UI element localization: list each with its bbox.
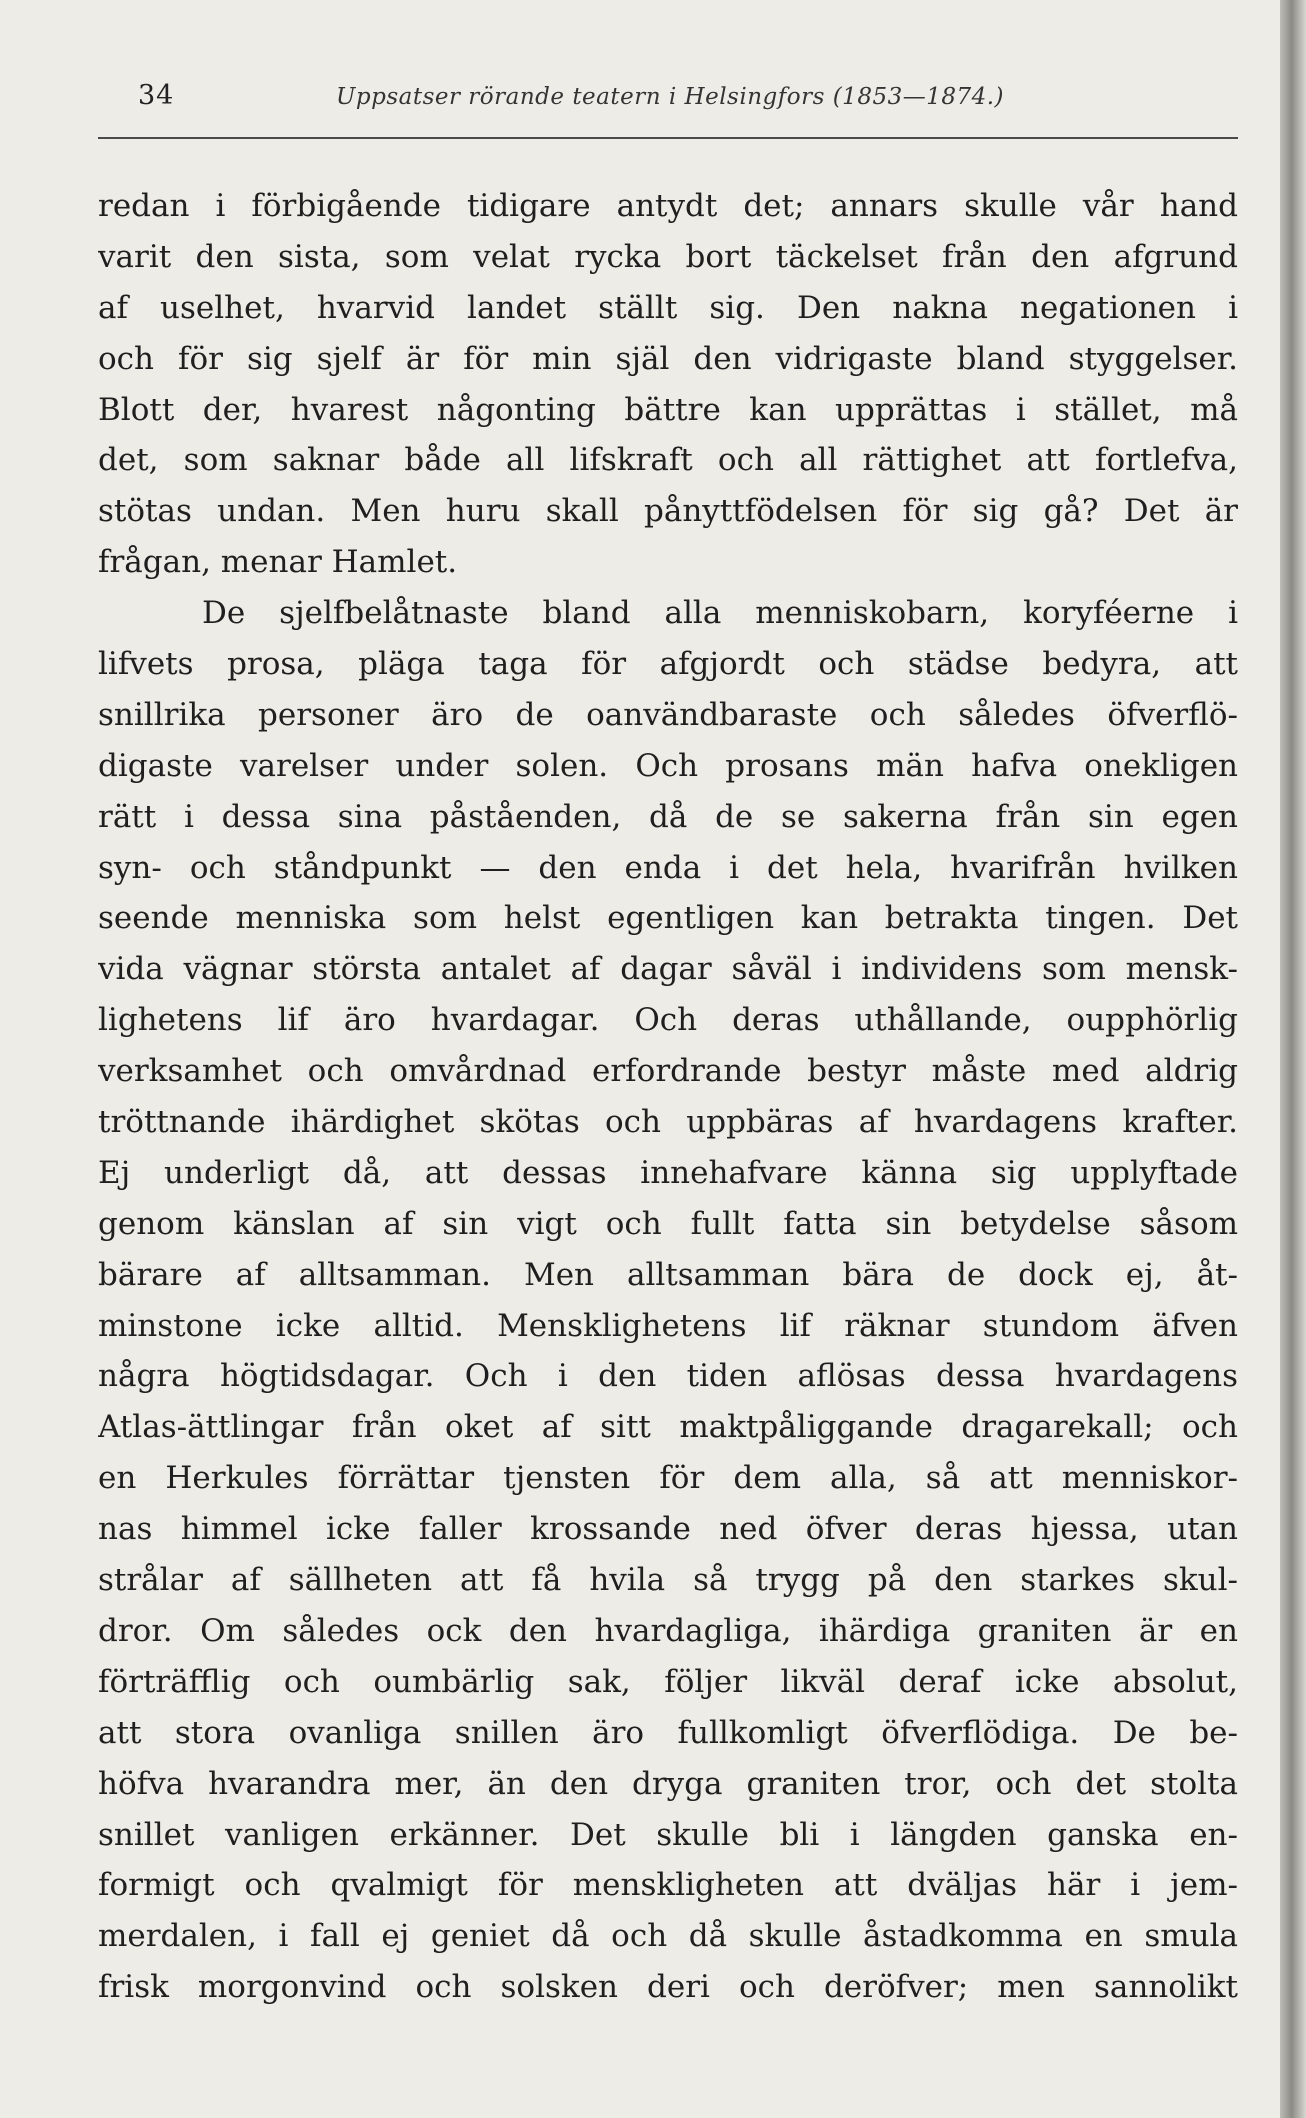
text-line: Blott der, hvarest någonting bättre kan upprättas i stället, må xyxy=(98,391,1238,428)
text-line: De sjelfbelåtnaste bland alla menniskobarn, koryféerne i xyxy=(202,595,1238,632)
text-line: dror. Om således ock den hvardagliga, ihärdiga graniten är en xyxy=(98,1612,1238,1649)
text-line: det, som saknar både all lifskraft och all rättighet att fortlefva, xyxy=(98,442,1238,479)
text-line: snillet vanligen erkänner. Det skulle bli i längden ganska en- xyxy=(98,1816,1238,1853)
page-edge-shadow xyxy=(1280,0,1306,2118)
text-line: några högtidsdagar. Och i den tiden aflösas dessa hvardagens xyxy=(98,1358,1238,1395)
text-line: syn- och ståndpunkt — den enda i det hela, hvarifrån hvilken xyxy=(98,849,1238,886)
page-number: 34 xyxy=(138,80,175,111)
running-head: Uppsatser rörande teatern i Helsingfors (1853—1874.) xyxy=(336,84,1005,110)
text-line: och för sig sjelf är för min själ den vidrigaste bland styggelser. xyxy=(98,340,1238,377)
text-line: höfva hvarandra mer, än den dryga graniten tror, och det stolta xyxy=(98,1765,1238,1802)
text-line: rätt i dessa sina påståenden, då de se sakerna från sin egen xyxy=(98,798,1238,835)
page-header xyxy=(98,80,1238,130)
text-line: minstone icke alltid. Mensklighetens lif räknar stundom äfven xyxy=(98,1307,1238,1344)
text-line: nas himmel icke faller krossande ned öfver deras hjessa, utan xyxy=(98,1511,1238,1548)
text-line: bärare af alltsamman. Men alltsamman bära de dock ej, åt- xyxy=(98,1256,1238,1293)
text-line: en Herkules förrättar tjensten för dem alla, så att menniskor- xyxy=(98,1460,1238,1497)
text-line: att stora ovanliga snillen äro fullkomligt öfverflödiga. De be- xyxy=(98,1714,1238,1751)
text-line: Ej underligt då, att dessas innehafvare känna sig upplyftade xyxy=(98,1154,1238,1191)
text-line: seende menniska som helst egentligen kan betrakta tingen. Det xyxy=(98,900,1238,937)
text-line: frågan, menar Hamlet. xyxy=(98,544,458,581)
text-line: genom känslan af sin vigt och fullt fatta sin betydelse såsom xyxy=(98,1205,1238,1242)
text-line: formigt och qvalmigt för menskligheten att dväljas här i jem- xyxy=(98,1867,1238,1904)
text-line: strålar af sällheten att få hvila så trygg på den starkes skul- xyxy=(98,1562,1238,1599)
text-line: varit den sista, som velat rycka bort täckelset från den afgrund xyxy=(98,238,1238,275)
text-line: vida vägnar största antalet af dagar såväl i individens som mensk- xyxy=(98,951,1238,988)
text-line: snillrika personer äro de oanvändbaraste och således öfverflö- xyxy=(98,696,1238,733)
header-rule xyxy=(98,137,1238,139)
text-line: merdalen, i fall ej geniet då och då skulle åstadkomma en smula xyxy=(98,1918,1238,1955)
body-text xyxy=(98,181,1238,2013)
text-line: förträfflig och oumbärlig sak, följer likväl deraf icke absolut, xyxy=(98,1663,1238,1700)
text-line: redan i förbigående tidigare antydt det; annars skulle vår hand xyxy=(98,188,1238,224)
text-line: frisk morgonvind och solsken deri och deröfver; men sannolikt xyxy=(98,1969,1238,2006)
text-line: af uselhet, hvarvid landet ställt sig. Den nakna negationen i xyxy=(98,289,1238,326)
text-line: stötas undan. Men huru skall pånyttfödelsen för sig gå? Det är xyxy=(98,493,1238,530)
text-line: lighetens lif äro hvardagar. Och deras uthållande, oupphörlig xyxy=(98,1002,1238,1039)
text-line: tröttnande ihärdighet skötas och uppbäras af hvardagens krafter. xyxy=(98,1104,1238,1141)
text-line: Atlas-ättlingar från oket af sitt maktpåliggande dragarekall; och xyxy=(98,1409,1238,1446)
text-line: verksamhet och omvårdnad erfordrande bestyr måste med aldrig xyxy=(98,1053,1238,1090)
text-line: digaste varelser under solen. Och prosans män hafva onekligen xyxy=(98,747,1238,784)
text-line: lifvets prosa, pläga taga för afgjordt och städse bedyra, att xyxy=(98,646,1238,683)
